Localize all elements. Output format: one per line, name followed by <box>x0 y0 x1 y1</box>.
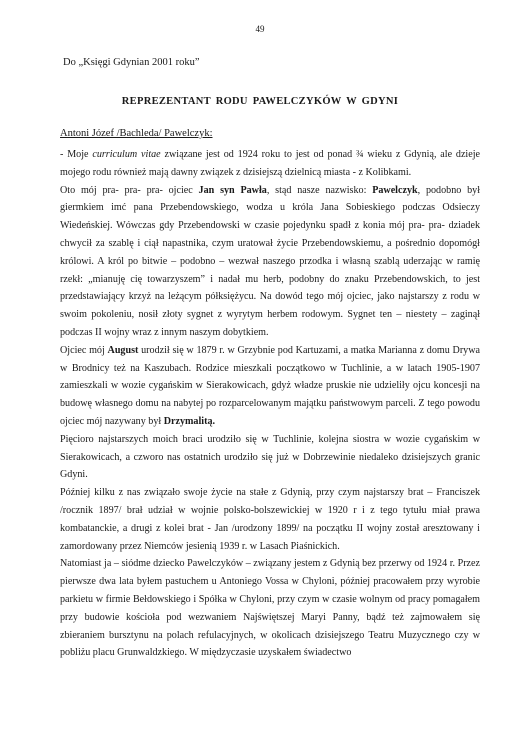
document-title: REPREZENTANT RODU PAWELCZYKÓW W GDYNI <box>121 96 399 107</box>
paragraph-6: Natomiast ja – siódme dziecko Pawelczyków – związany jestem z Gdynią bez przerwy od 1924 r. Przez pierwsze dwa lata byłem pastuchem u Antoniego Vossa w Chyloni, później pracowałem przy wyrobie parkietu w firmie Bełdowskiego i Spółka w Chyloni, przy czym w czasie wolnym od pracy pomagałem przy budowie kościoła pod wezwaniem Najświętszej Maryi Panny, bądź też zajmowałem się zbieraniem bursztynu na polach refulacyjnych, w okolicach dzisiejszego Teatru Muzycznego czy w pobliżu placu Grunwaldzkiego. W międzyczasie uzyskałem świadectwo <box>60 558 480 659</box>
bold-surname: Pawelczyk <box>372 184 418 196</box>
text-run: , stąd nasze nazwisko: <box>266 184 373 196</box>
author-name: Antoni Józef /Bachleda/ Pawelczyk: <box>60 128 213 139</box>
bold-name: Jan syn Pawła <box>198 184 267 196</box>
page-number: 49 <box>255 24 265 34</box>
paragraph-2 <box>60 182 480 342</box>
text-run: Ojciec mój <box>60 344 108 356</box>
dedication-line: Do „Księgi Gdynian 2001 roku” <box>63 57 200 68</box>
italic-text: curriculum vitae <box>92 149 161 160</box>
paragraph-5: Później kilku z nas związało swoje życie na stałe z Gdynią, przy czym najstarszy brat – Franciszek /rocznik 1897/ brał udział w wojnie polsko-bolszewickiej w 1920 r i z tego tytułu miał prawa kombatanckie, a drugi z kolei brat - Jan /urodzony 1899/ na początku II wojny został aresztowany i zamordowany przez Niemców jesienią 1939 r. w Lasach Piaśnickich. <box>60 487 480 552</box>
paragraph-4: Pięcioro najstarszych moich braci urodziło się w Tuchlinie, kolejna siostra w wozie cygańskim w Sierakowicach, a czworo nas ostatnich urodziło się już w Dobrzewinie niedaleko dzisiejszych granic Gdyni. <box>60 433 480 481</box>
text-run: Oto mój pra- pra- pra- ojciec <box>60 184 199 196</box>
paragraph-3 <box>60 342 480 431</box>
text-run: związane jest od 1924 roku to jest od ponad ¾ wieku z Gdynią, ale dzieje mojego rodu również mają dawny związek z dzisiejszą dzielnicą miasta - z Kolibkami. <box>60 149 480 178</box>
text-run: urodził się w 1879 r. w Grzybnie pod Kartuzami, a matka Marianna z domu Drywa w Brodnicy też na Kaszubach. Rodzice mieszkali początkowo w Tuchlinie, a w latach 1905-1907 zamieszkali w wozie cygańskim w Sierakowicach, gdyż władze pruskie nie udzieliły ojcu koncesji na budowę własnego domu na nabytej po rozparcelowanym majątku państwowym parceli. Z tego powodu ojciec mój nazywany był <box>60 344 480 427</box>
document-body <box>60 146 480 662</box>
bold-name: August <box>107 344 139 356</box>
paragraph-1 <box>60 146 480 182</box>
text-run: - Moje <box>60 149 93 160</box>
text-run: , podobno był giermkiem imć pana Przebendowskiego, wodza u króla Jana Sobieskiego podczas Odsieczy Wiedeńskiej. Wówczas gdy Przebendowski w czasie pojedynku spadł z konia mój pra- pra- dziadek chwycił za szablę i ciął napastnika, czym uratował życie Przebendowskiemu, a pośrednio dopomógł królowi. A król po bitwie – podobno – wezwał naszego przodka i własną szablą uderzając w ramię rzekł: „mianuję cię towarzyszem” i nadał mu herb, podobny do znaku Przebendowskich, to jest przedstawiający krzyż na leżącym półksiężycu. Na dowód tego mój ojciec, jako najstarszy z rodu w swoim pokoleniu, nosił złoty sygnet z wyrytym herbem rodowym. Sygnet ten – niestety – zaginął podczas II wojny wraz z innym naszym dobytkiem. <box>60 184 480 338</box>
bold-nickname: Drzymalitą. <box>163 415 216 427</box>
